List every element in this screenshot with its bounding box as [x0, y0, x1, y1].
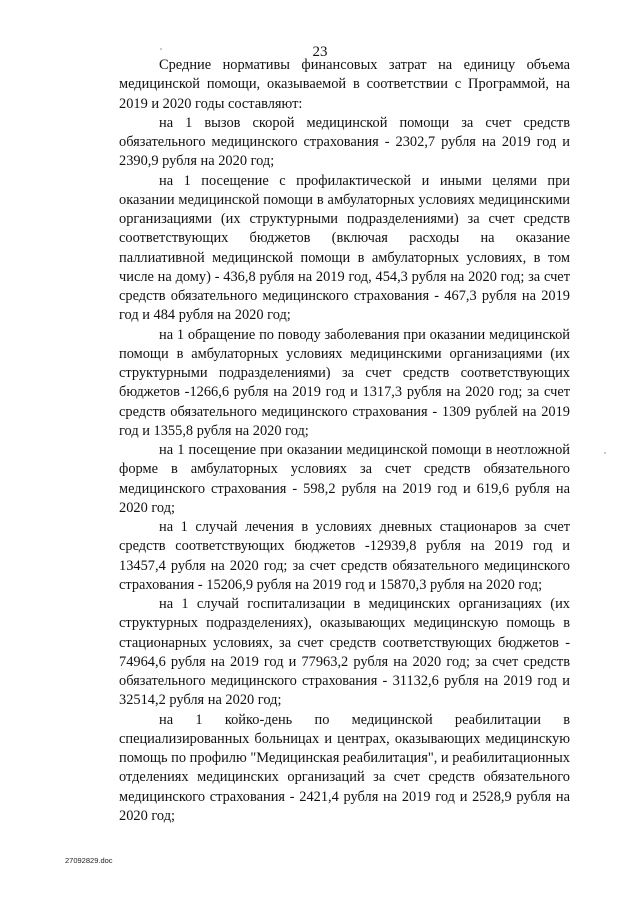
paragraph-intro: Средние нормативы финансовых затрат на единицу объема медицинской помощи, оказываемой в соответствии с Программой, на 2019 и 2020 годы составляют: [119, 57, 570, 112]
paragraph-preventive-visit: на 1 посещение с профилактической и иными целями при оказании медицинской помощи в амбулаторных условиях медицинскими организациями (их структурными подразделениями) за счет средств соответствующих бюджетов (включая расходы на оказание паллиативной медицинской помощи в амбулаторных условиях, в том числе на дому) - 436,8 рубля на 2019 год, 454,3 рубля на 2020 год; за счет средств обязательного медицинского страхования - 467,3 рубля на 2019 год и 484 рубля на 2020 год; [119, 172, 570, 324]
paragraph-day-hospital: на 1 случай лечения в условиях дневных стационаров за счет средств соответствующих бюджетов -12939,8 рубля на 2019 год и 13457,4 рубля на 2020 год; за счет средств обязательного медицинского страхования - 15206,9 рубля на 2019 год и 15870,3 рубля на 2020 год; [119, 519, 570, 593]
document-body [119, 56, 570, 826]
footer-filename: 27092829.doc [65, 856, 113, 865]
scan-speck [604, 452, 606, 454]
page-number: 23 [312, 44, 328, 60]
paragraph-disease-appeal: на 1 обращение по поводу заболевания при оказании медицинской помощи в амбулаторных условиях медицинскими организациями (их структурными подразделениями) за счет средств соответствующих бюджетов -1266,6 рубля на 2019 год и 1317,3 рубля на 2020 год; за счет средств обязательного медицинского страхования - 1309 рублей на 2019 год и 1355,8 рубля на 2020 год; [119, 326, 570, 439]
paragraph-urgent-visit: на 1 посещение при оказании медицинской помощи в неотложной форме в амбулаторных условиях за счет средств обязательного медицинского страхования - 598,2 рубля на 2019 год и 619,6 рубля на 2020 год; [119, 442, 570, 516]
paragraph-rehabilitation: на 1 койко-день по медицинской реабилитации в специализированных больницах и центрах, оказывающих медицинскую помощь по профилю "Медицинская реабилитация", и реабилитационных отделениях медицинских организаций за счет средств обязательного медицинского страхования - 2421,4 рубля на 2019 год и 2528,9 рубля на 2020 год; [119, 711, 570, 824]
paragraph-hospitalization: на 1 случай госпитализации в медицинских организациях (их структурных подразделениях), оказывающих медицинскую помощь в стационарных условиях, за счет средств соответствующих бюджетов - 74964,6 рубля на 2019 год и 77963,2 рубля на 2020 год; за счет средств обязательного медицинского страхования - 31132,6 рубля на 2019 год и 32514,2 рубля на 2020 год; [119, 596, 570, 709]
scan-speck [160, 48, 162, 50]
paragraph-ambulance-call: на 1 вызов скорой медицинской помощи за счет средств обязательного медицинского страхования - 2302,7 рубля на 2019 год и 2390,9 рубля на 2020 год; [119, 114, 570, 170]
